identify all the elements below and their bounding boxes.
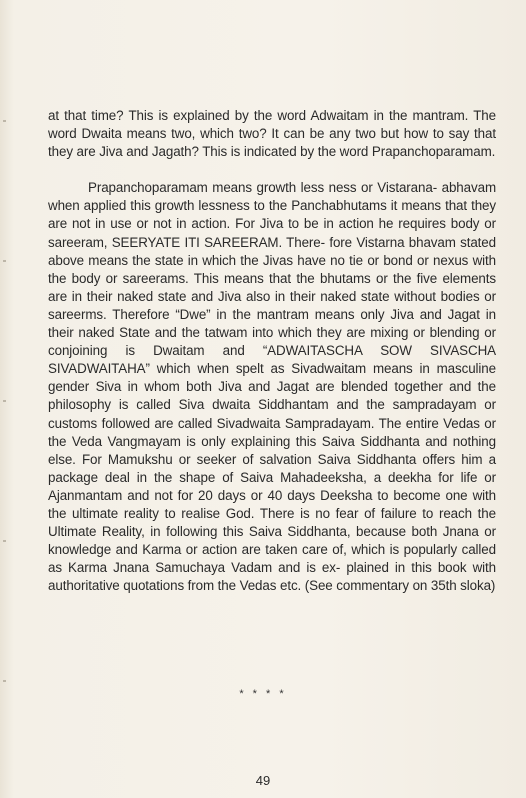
page-number: 49: [255, 773, 271, 788]
page-edge-mark: [3, 260, 6, 262]
paragraph-1: at that time? This is explained by the word Adwaitam in the mantram. The word Dwaita means two, which two? It can be any two but how to say that they are Jiva and Jagath? This is indicated by the word Prapanchoparamam.: [48, 108, 496, 160]
page-edge-mark: [3, 680, 6, 682]
paragraph-2: Prapanchoparamam means growth less ness or Vistarana- abhavam when applied this growth lessness to the Panchabhutams it means that they are not in use or not in action. For Jiva to be in action he requires body or sareeram, SEERYATE ITI SAREERAM. There- fore Vistarna bhavam stated above means the state in which the Jivas have no tie or bond or nexus with the body or sareerams. This means that the bhutams or the five elements are in their naked state and Jiva also in their naked state without bodies or sareerms. Therefore “Dwe” in the mantram means only Jiva and Jagat in their naked State and the tatwam into which they are mixing or blending or conjoining is Dwaitam and “ADWAITASCHA SOW SIVASCHA SIVADWAITAHA” which when spelt as Sivadwaitam means in masculine gender Siva in whom both Jiva and Jagat are blended together and the philosophy is called Siva dwaita Siddhantam and the sampradayam or customs followed are called Sivadwaita Sampradayam. The entire Vedas or the Veda Vangmayam is only explaining this Saiva Siddhanta and nothing else. For Mamukshu or seeker of salvation Saiva Siddhanta offers him a package deal in the shape of Saiva Mahadeeksha, a deekha for life or Ajanmantam and not for 20 days or 40 days Deeksha to become one with the ultimate reality to realise God. There is no fear of failure to reach the Ultimate Reality, in following this Saiva Siddhanta, because both Jnana or knowledge and Karma or action are taken care of, which is popularly called as Karma Jnana Samuchaya Vadam and is ex- plained in this book with authoritative quotations from the Vedas etc. (See commentary on 35th sloka): [48, 180, 496, 594]
page-edge-mark: [3, 400, 6, 402]
page-edge-mark: [3, 540, 6, 542]
body-text: [48, 107, 496, 595]
section-separator: * * * *: [239, 688, 287, 700]
page-edge-mark: [3, 120, 6, 122]
